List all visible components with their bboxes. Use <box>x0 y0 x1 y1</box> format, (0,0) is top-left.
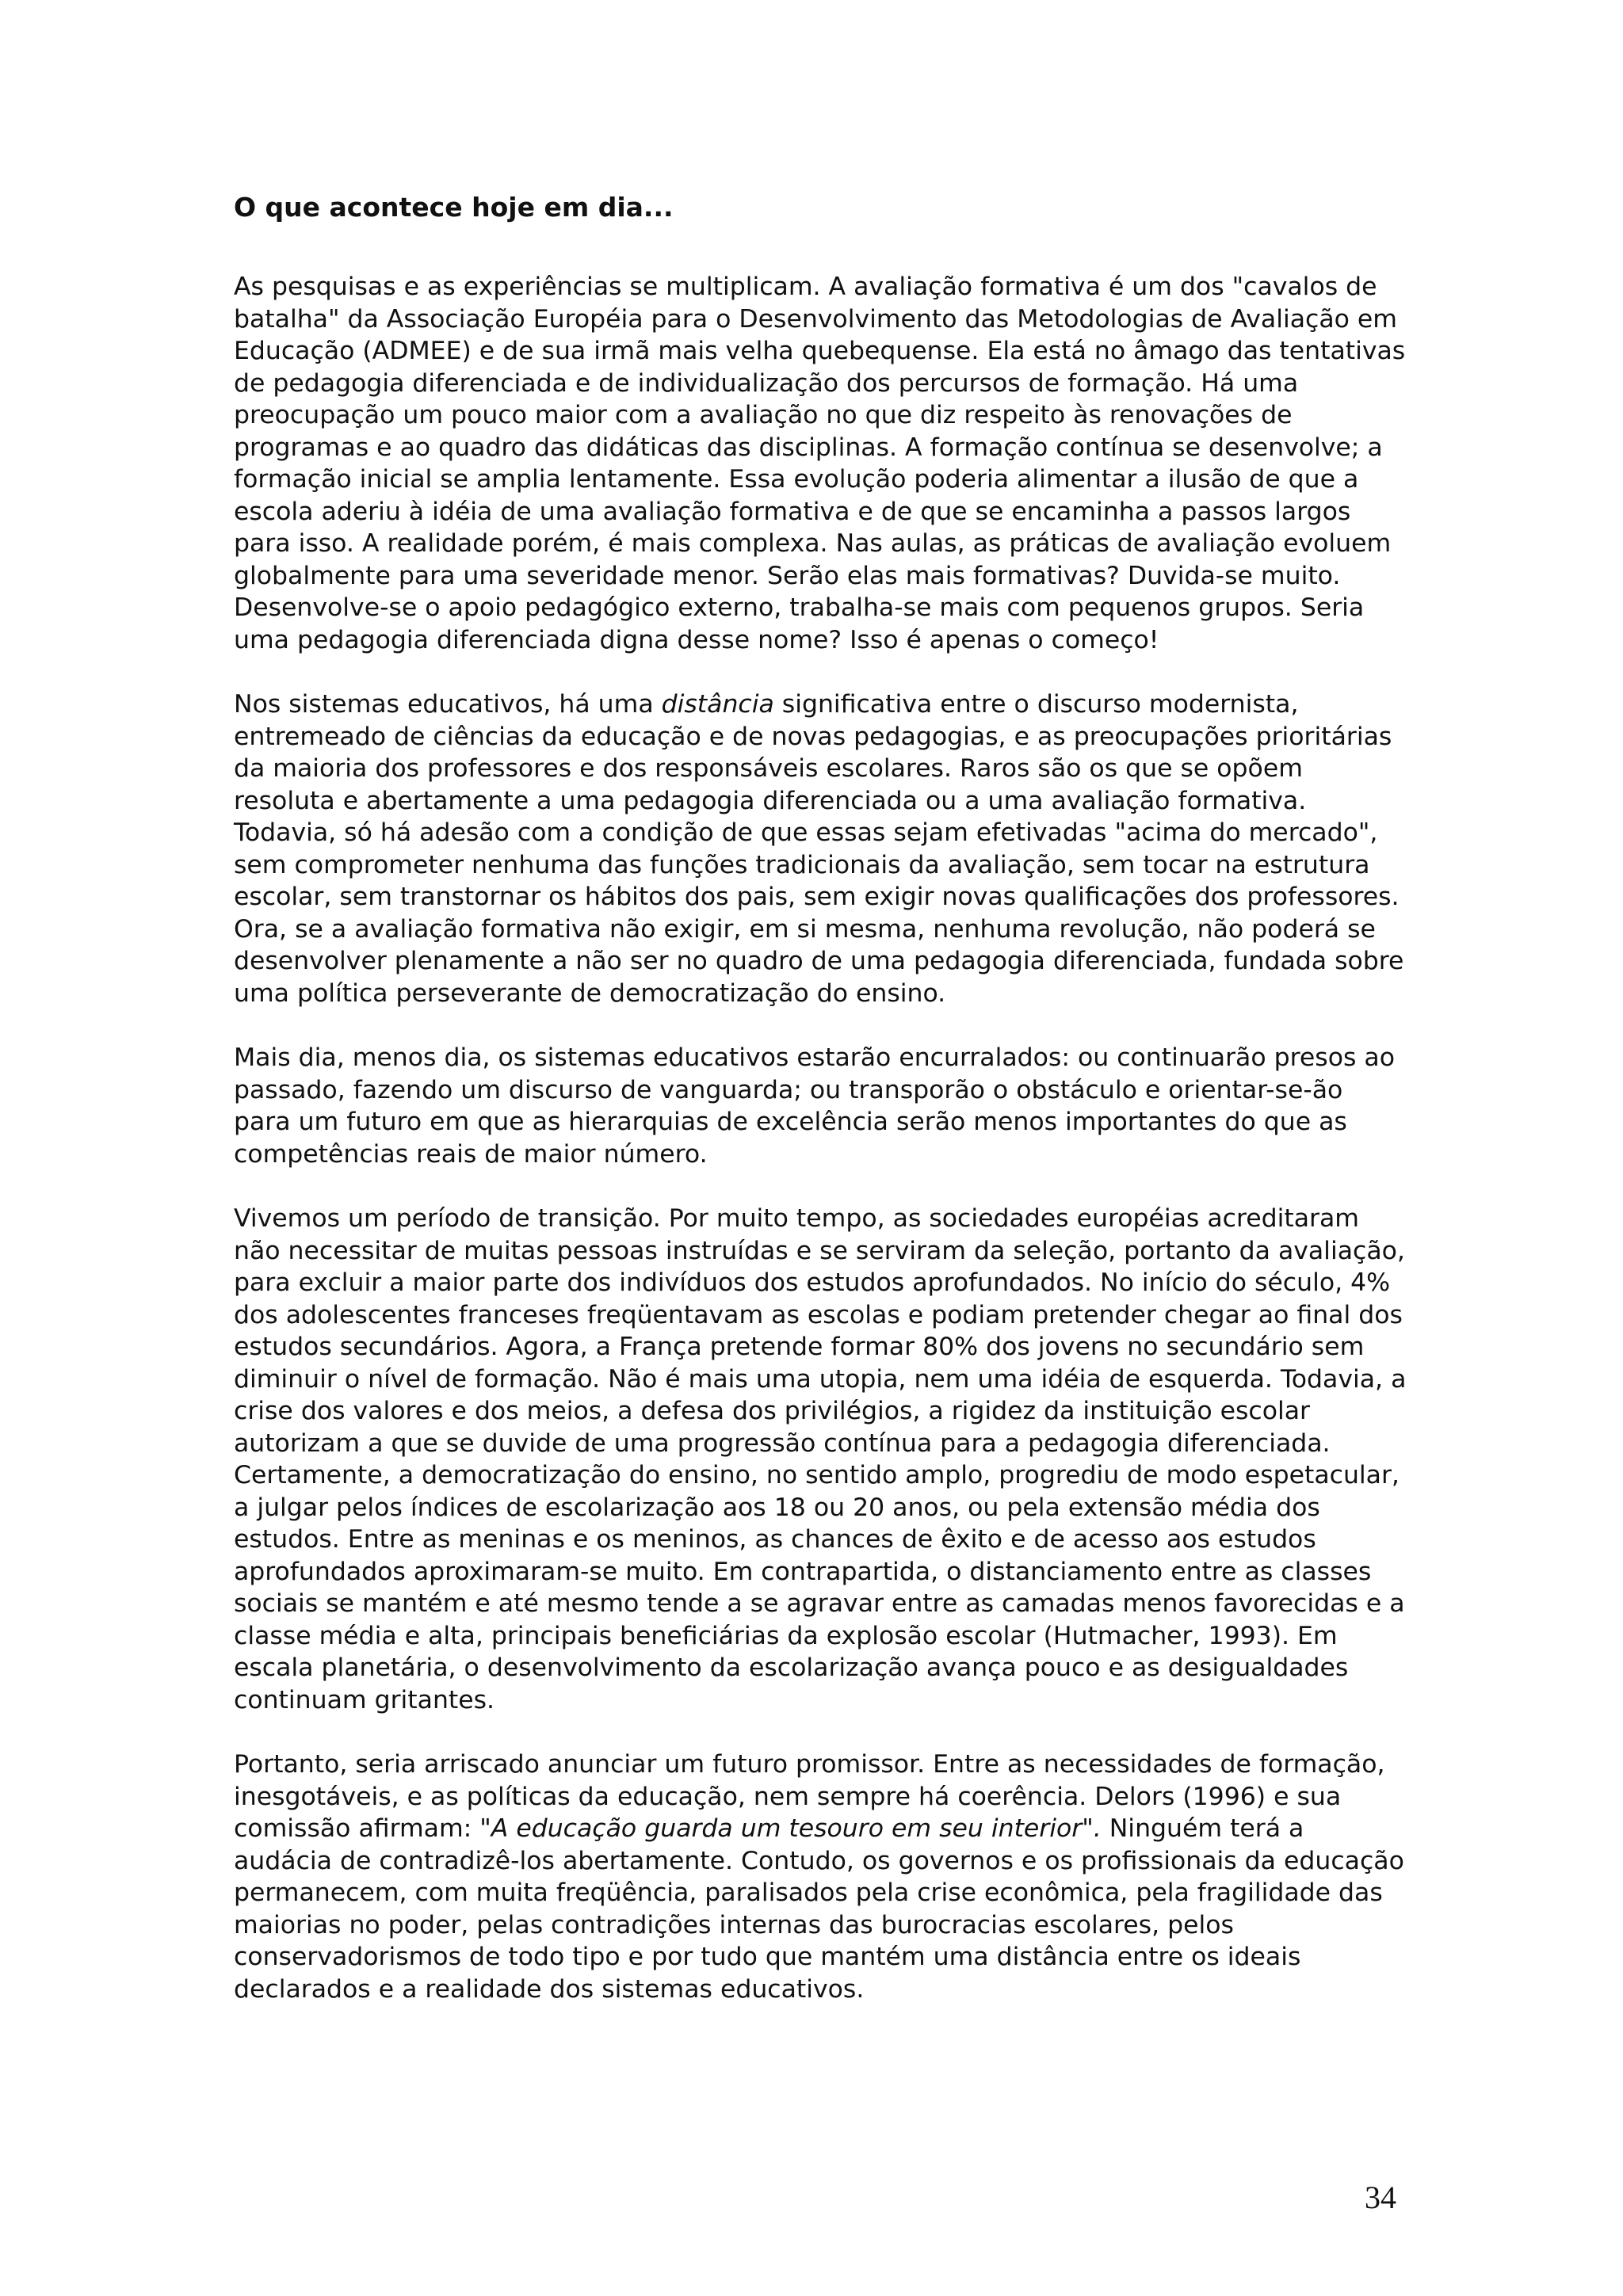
paragraph-4: Vivemos um período de transição. Por muito tempo, as sociedades européias acreditaram não necessitar de muitas pessoas instruídas e se serviram da seleção, portanto da avaliação, para excluir a maior parte dos indivíduos dos estudos aprofundados. No início do século, 4% dos adolescentes franceses freqüentavam as escolas e podiam pretender chegar ao final dos estudos secundários. Agora, a França pretende formar 80% dos jovens no secundário sem diminuir o nível de formação. Não é mais uma utopia, nem uma idéia de esquerda. Todavia, a crise dos valores e dos meios, a defesa dos privilégios, a rigidez da instituição escolar autorizam a que se duvide de uma progressão contínua para a pedagogia diferenciada. Certamente, a democratização do ensino, no sentido amplo, progrediu de modo espetacular, a julgar pelos índices de escolarização aos 18 ou 20 anos, ou pela extensão média dos estudos. Entre as meninas e os meninos, as chances de êxito e de acesso aos estudos aprofundados aproximaram-se muito. Em contrapartida, o distanciamento entre as classes sociais se mantém e até mesmo tende a se agravar entre as camadas menos favorecidas e a classe média e alta, principais beneficiárias da explosão escolar (Hutmacher, 1993). Em escala planetária, o desenvolvimento da escolarização avança pouco e as desigualdades continuam gritantes. <box>234 1204 1407 1714</box>
section-heading: O que acontece hoje em dia... <box>234 192 674 223</box>
paragraph-3: Mais dia, menos dia, os sistemas educativos estarão encurralados: ou continuarão presos ao passado, fazendo um discurso de vanguarda; ou transporão o obstáculo e orientar-se-ão para um futuro em que as hierarquias de excelência serão menos importantes do que as competências reais de maior número. <box>234 1043 1395 1169</box>
paragraph-5-text-b: Ninguém terá a audácia de contradizê-los abertamente. Contudo, os governos e os profissionais da educação permanecem, com muita freqüência, paralisados pela crise econômica, pela fragilidade das maiorias no poder, pelas contradições internas das burocracias escolares, pelos conservadorismos de todo tipo e por tudo que mantém uma distância entre os ideais declarados e a realidade dos sistemas educativos. <box>234 1814 1404 2004</box>
paragraph-2 <box>234 688 1407 1009</box>
paragraph-5-quote: A educação guarda um tesouro em seu interior". <box>491 1814 1102 1843</box>
paragraph-2-text-a: Nos sistemas educativos, há uma <box>234 690 662 719</box>
paragraph-1: As pesquisas e as experiências se multiplicam. A avaliação formativa é um dos "cavalos de batalha" da Associação Européia para o Desenvolvimento das Metodologias de Avaliação em Educação (ADMEE) e de sua irmã mais velha quebequense. Ela está no âmago das tentativas de pedagogia diferenciada e de individualização dos percursos de formação. Há uma preocupação um pouco maior com a avaliação no que diz respeito às renovações de programas e ao quadro das didáticas das disciplinas. A formação contínua se desenvolve; a formação inicial se amplia lentamente. Essa evolução poderia alimentar a ilusão de que a escola aderiu à idéia de uma avaliação formativa e de que se encaminha a passos largos para isso. A realidade porém, é mais complexa. Nas aulas, as práticas de avaliação evoluem globalmente para uma severidade menor. Serão elas mais formativas? Duvida-se muito. Desenvolve-se o apoio pedagógico externo, trabalha-se mais com pequenos grupos. Seria uma pedagogia diferenciada digna desse nome? Isso é apenas o começo! <box>234 273 1406 654</box>
document-body <box>234 192 1407 2038</box>
paragraph-2-text-b: significativa entre o discurso modernista, entremeado de ciências da educação e de novas pedagogias, e as preocupações prioritárias da maioria dos professores e dos responsáveis escolares. Raros são os que se opõem resoluta e abertamente a uma pedagogia diferenciada ou a uma avaliação formativa. Todavia, só há adesão com a condição de que essas sejam efetivadas "acima do mercado", sem comprometer nenhuma das funções tradicionais da avaliação, sem tocar na estrutura escolar, sem transtornar os hábitos dos pais, sem exigir novas qualificações dos professores. Ora, se a avaliação formativa não exigir, em si mesma, nenhuma revolução, não poderá se desenvolver plenamente a não ser no quadro de uma pedagogia diferenciada, fundada sobre uma política perseverante de democratização do ensino. <box>234 690 1404 1008</box>
paragraph-5 <box>234 1749 1407 2005</box>
paragraph-5-text-a: Portanto, seria arriscado anunciar um futuro promissor. Entre as necessidades de formação, inesgotáveis, e as políticas da educação, nem sempre há coerência. Delors (1996) e sua comissão afirmam: " <box>234 1750 1385 1843</box>
paragraph-2-emphasis: distância <box>661 690 774 719</box>
page-number: 34 <box>1365 2180 1396 2215</box>
